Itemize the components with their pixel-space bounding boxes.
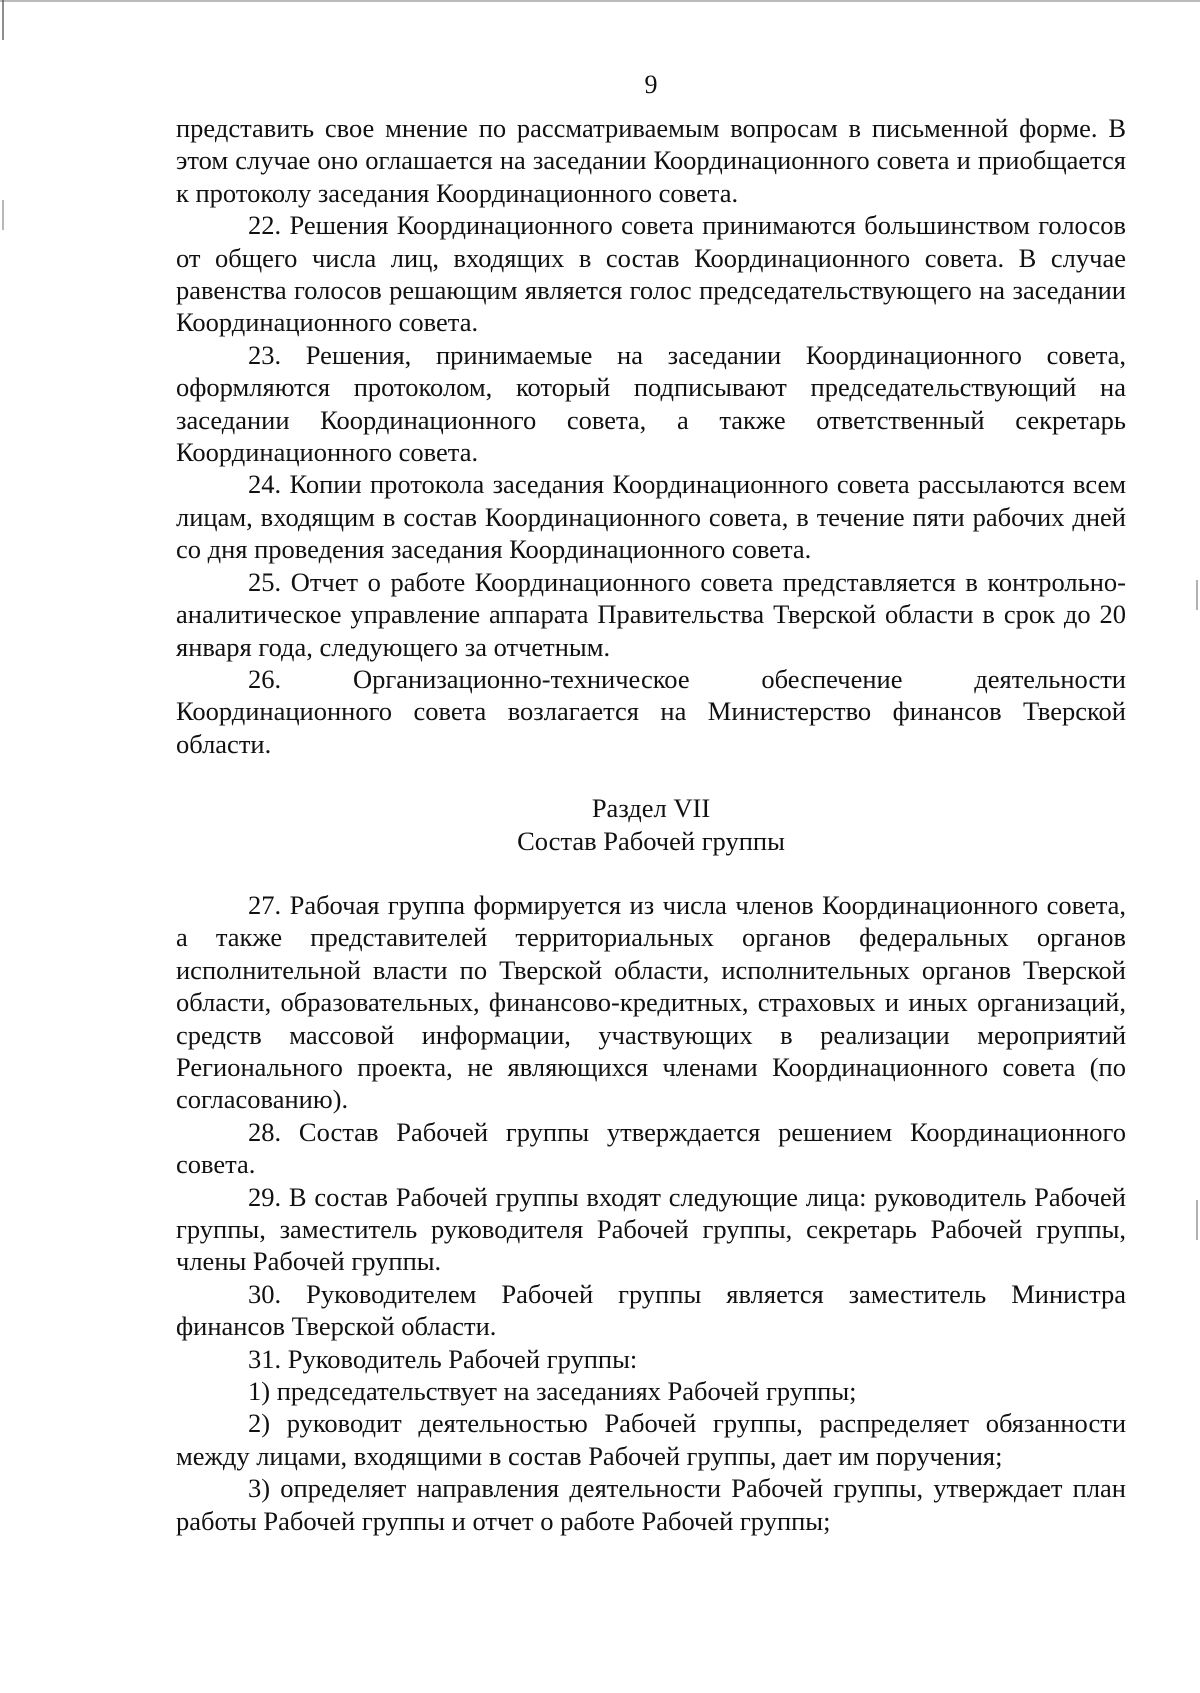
list-item-3: 3) определяет направления деятельности Рабочей группы, утверждает план работы Рабочей группы и отчет о работе Рабочей группы; — [176, 1473, 1126, 1536]
paragraph-25: 25. Отчет о работе Координационного совета представляется в контрольно-аналитическое управление аппарата Правительства Тверской области в срок до 20 января года, следующего за отчетным. — [176, 566, 1126, 662]
paragraph-23: 23. Решения, принимаемые на заседании Координационного совета, оформляются протоколом, который подписывают председательствующий на заседании Координационного совета, а также ответственный секретарь Координационного совета. — [176, 339, 1126, 468]
paragraph-31: 31. Руководитель Рабочей группы: — [248, 1343, 638, 1374]
document-body — [176, 70, 1126, 1537]
page-number: 9 — [644, 70, 658, 99]
paragraph-22: 22. Решения Координационного совета принимаются большинством голосов от общего числа лиц, входящих в состав Координационного совета. В случае равенства голосов решающим является голос председательствующего на заседании Координационного совета. — [176, 210, 1126, 338]
paragraph-30: 30. Руководителем Рабочей группы является заместитель Министра финансов Тверской области. — [176, 1278, 1126, 1342]
paragraph-24: 24. Копии протокола заседания Координационного совета рассылаются всем лицам, входящим в состав Координационного совета, в течение пяти рабочих дней со дня проведения заседания Координационного совета. — [176, 469, 1126, 565]
paragraph-27: 27. Рабочая группа формируется из числа членов Координационного совета, а также представителей территориальных органов федеральных органов исполнительной власти по Тверской области, исполнительных органов Тверской области, образовательных, финансово-кредитных, страховых и иных организаций, средств массовой информации, участвующих в реализации мероприятий Регионального проекта, не являющихся членами Координационного совета (по согласованию). — [176, 889, 1126, 1115]
paragraph-28: 28. Состав Рабочей группы утверждается решением Координационного совета. — [176, 1116, 1126, 1180]
scan-edge-top — [0, 0, 1200, 2]
paragraph-29: 29. В состав Рабочей группы входят следующие лица: руководитель Рабочей группы, заместитель руководителя Рабочей группы, секретарь Рабочей группы, члены Рабочей группы. — [176, 1181, 1126, 1277]
scan-edge-left — [2, 0, 4, 1693]
paragraph-continuation: представить свое мнение по рассматриваемым вопросам в письменной форме. В этом случае оно оглашается на заседании Координационного совета и приобщается к протоколу заседания Координационного совета. — [176, 113, 1126, 208]
section-spacer-bottom — [176, 857, 1126, 889]
scan-edge-right — [1196, 0, 1198, 1693]
list-item-1: 1) председательствует на заседаниях Рабочей группы; — [248, 1376, 857, 1407]
list-item-2: 2) руководит деятельностью Рабочей группы, распределяет обязанности между лицами, входящими в состав Рабочей группы, дает им поручения; — [176, 1408, 1126, 1471]
section-label: Раздел VII — [591, 793, 711, 824]
paragraph-26: 26. Организационно-техническое обеспечение деятельности Координационного совета возлагается на Министерство финансов Тверской области. — [176, 663, 1126, 759]
section-title: Состав Рабочей группы — [517, 825, 785, 856]
section-spacer-top — [176, 760, 1126, 792]
